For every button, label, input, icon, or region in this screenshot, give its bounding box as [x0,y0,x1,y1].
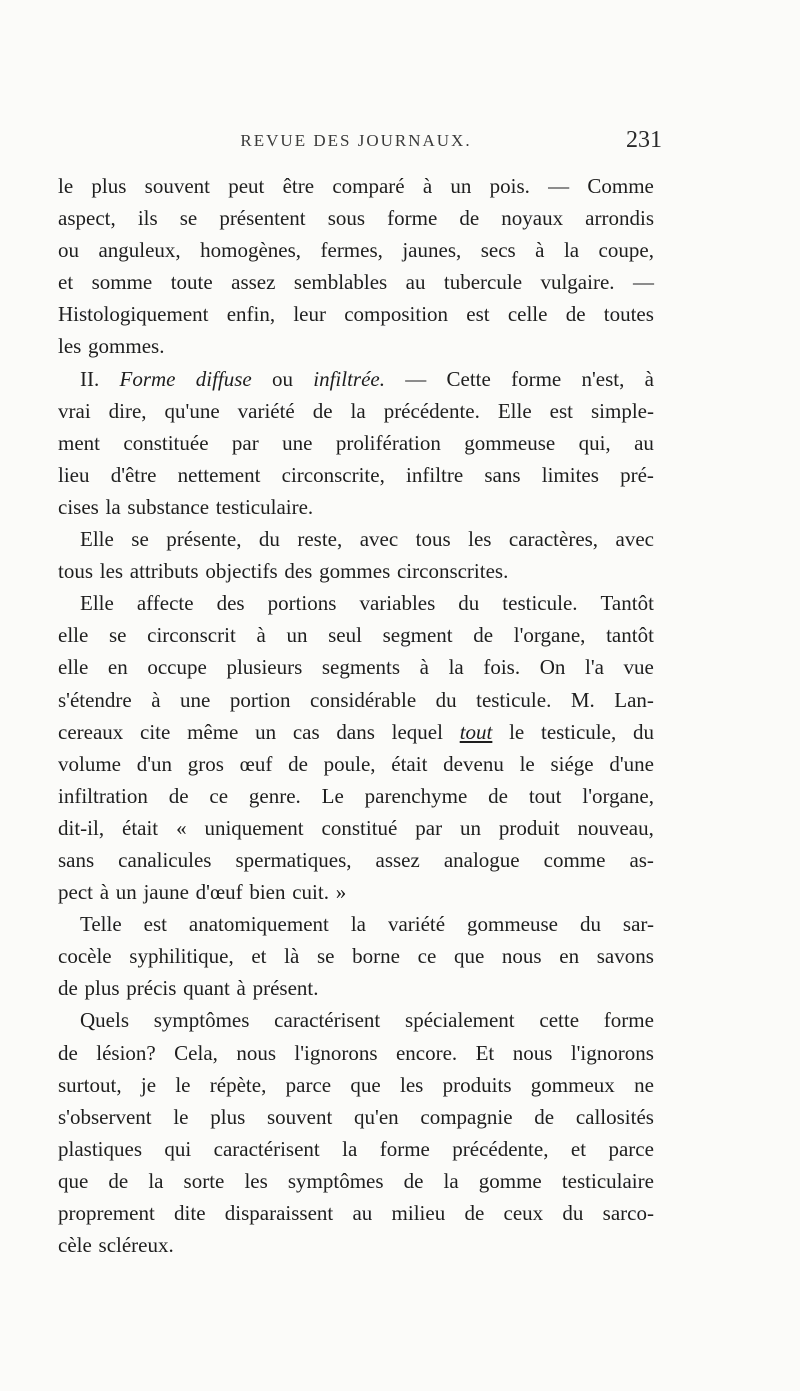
text-line: sans canalicules spermatiques, assez analogue comme as- [58,847,654,872]
text-line: et somme toute assez semblables au tubercule vulgaire. — [58,270,654,295]
text-line: aspect, ils se présentent sous forme de noyaux arrondis [58,206,654,231]
text-line: ment constituée par une prolifération gommeuse qui, au [58,430,654,455]
text-line: elle se circonscrit à un seul segment de l'organe, tantôt [58,623,654,648]
text-line: de plus précis quant à présent. [58,976,319,1001]
text-line: les gommes. [58,334,165,359]
text-line: Elle se présente, du reste, avec tous les caractères, avec [80,527,654,552]
text-line: Elle affecte des portions variables du testicule. Tantôt [80,591,654,616]
text-line: s'étendre à une portion considérable du testicule. M. Lan- [58,687,654,712]
text-line: s'observent le plus souvent qu'en compagnie de callosités [58,1104,654,1129]
text-line: II. Forme diffuse ou infiltrée. — Cette forme n'est, à [80,366,654,391]
running-head [58,127,662,161]
text-line: Quels symptômes caractérisent spécialement cette forme [80,1008,654,1033]
text-line: surtout, je le répète, parce que les produits gommeux ne [58,1072,654,1097]
text-line: infiltration de ce genre. Le parenchyme de tout l'organe, [58,783,654,808]
text-line: volume d'un gros œuf de poule, était devenu le siége d'une [58,751,654,776]
text-line: Telle est anatomiquement la variété gommeuse du sar- [80,912,654,937]
text-line: cèle scléreux. [58,1233,174,1258]
text-line: dit-il, était « uniquement constitué par un produit nouveau, [58,815,654,840]
text-line: que de la sorte les symptômes de la gomme testiculaire [58,1168,654,1193]
text-line: ou anguleux, homogènes, fermes, jaunes, secs à la coupe, [58,238,654,263]
text-line: lieu d'être nettement circonscrite, infiltre sans limites pré- [58,462,654,487]
body-text [58,170,654,1261]
page-number: 231 [626,127,662,153]
text-line: vrai dire, qu'une variété de la précédente. Elle est simple- [58,398,654,423]
text-line: cocèle syphilitique, et là se borne ce que nous en savons [58,944,654,969]
text-line: le plus souvent peut être comparé à un pois. — Comme [58,174,654,198]
text-line: plastiques qui caractérisent la forme précédente, et parce [58,1136,654,1161]
text-line: Histologiquement enfin, leur composition est celle de toutes [58,302,654,327]
text-line: elle en occupe plusieurs segments à la fois. On l'a vue [58,655,654,680]
text-line: pect à un jaune d'œuf bien cuit. » [58,880,347,905]
text-line: cereaux cite même un cas dans lequel tout le testicule, du [58,719,654,744]
text-line: cises la substance testiculaire. [58,494,314,519]
text-line: proprement dite disparaissent au milieu de ceux du sarco- [58,1201,654,1225]
text-line: de lésion? Cela, nous l'ignorons encore. Et nous l'ignorons [58,1040,654,1065]
text-line: tous les attributs objectifs des gommes circonscrites. [58,559,509,584]
running-title: REVUE DES JOURNAUX. [240,131,472,150]
